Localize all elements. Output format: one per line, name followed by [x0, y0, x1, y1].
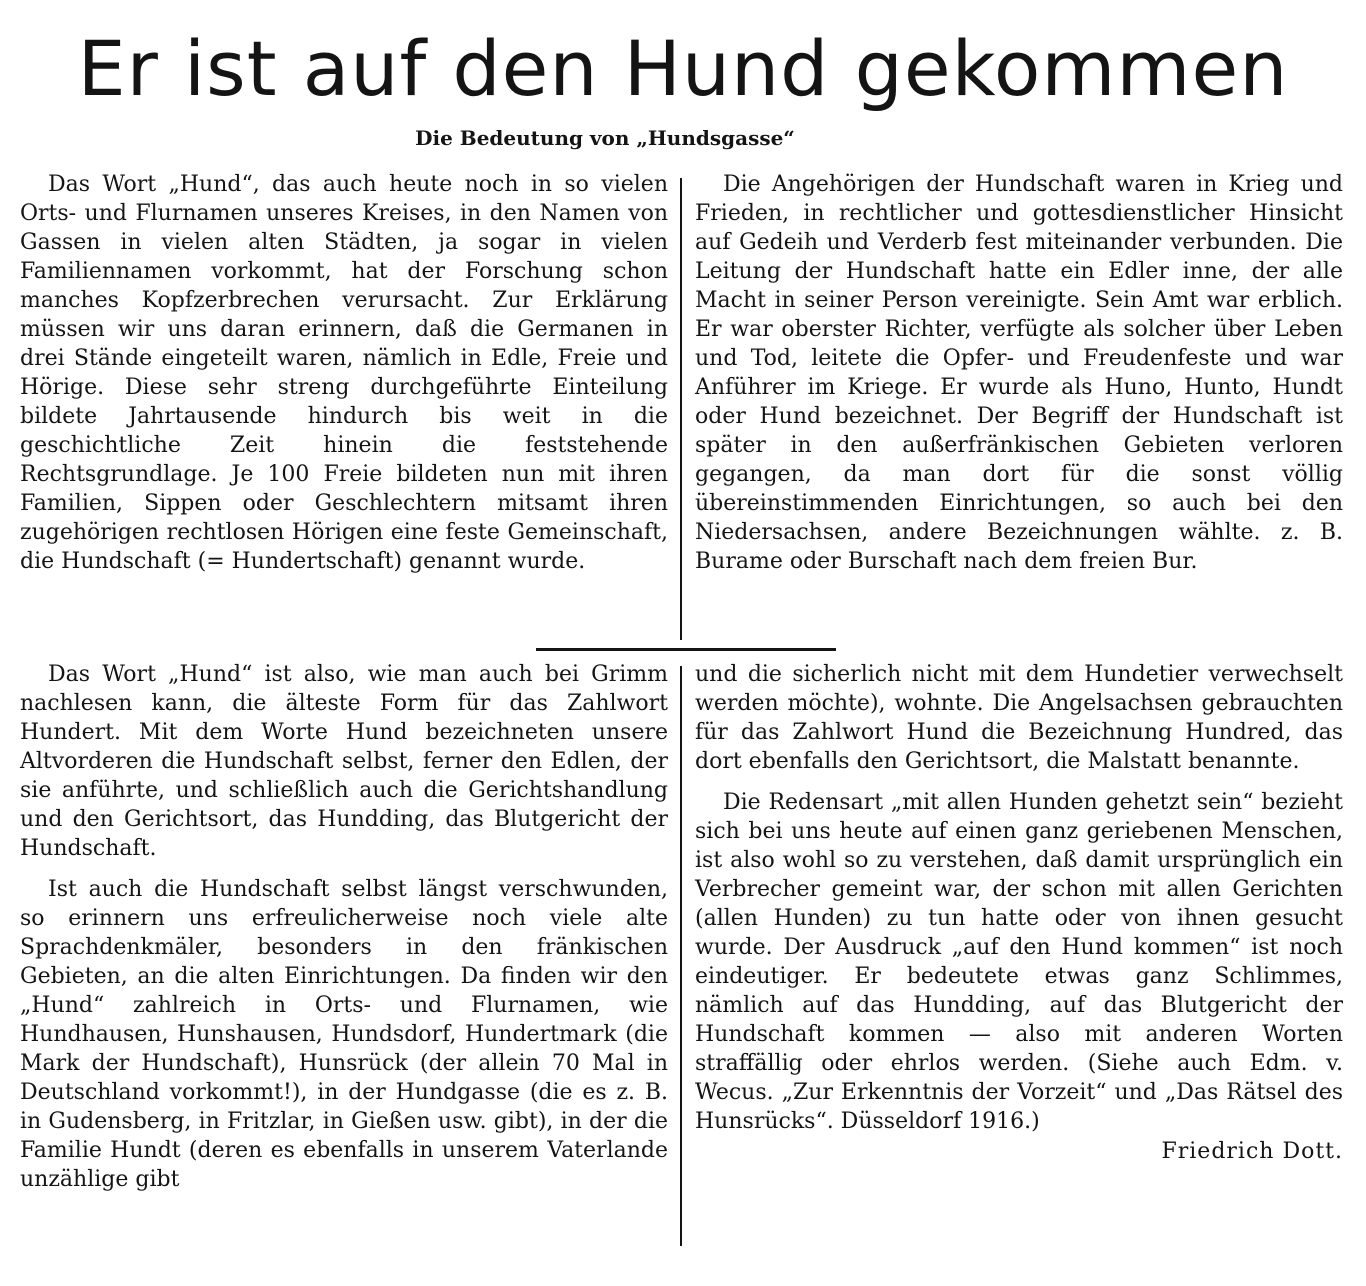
- paragraph: Das Wort „Hund“ ist also, wie man auch bei Grimm nachlesen kann, die älteste Form für das Zahlwort Hundert. Mit dem Worte Hund bezeichneten unsere Altvorderen die Hundschaft selbst, ferner den Edlen, der sie anführte, und schließlich auch die Gerichtshandlung und den Gerichtsort, das Hundding, das Blutgericht der Hundschaft.: [20, 662, 668, 861]
- headline: Er ist auf den Hund gekommen: [77, 24, 1289, 113]
- column-top-right: [695, 170, 1343, 576]
- paragraph: und die sicherlich nicht mit dem Hundetier verwechselt werden möchte), wohnte. Die Angelsachsen gebrauchten für das Zahlwort Hund die Bezeichnung Hundred, das dort ebenfalls den Gerichtsort, die Malstatt benannte.: [695, 662, 1343, 774]
- paragraph: Die Angehörigen der Hundschaft waren in Krieg und Frieden, in rechtlicher und gottesdienstlicher Hinsicht auf Gedeih und Verderb fest miteinander verbunden. Die Leitung der Hundschaft hatte ein Edler inne, der alle Macht in seiner Person vereinigte. Sein Amt war erblich. Er war oberster Richter, verfügte als solcher über Leben und Tod, leitete die Opfer- und Freudenfeste und war Anführer im Kriege. Er wurde als Huno, Hunto, Hundt oder Hund bezeichnet. Der Begriff der Hundschaft ist später in den außerfränkischen Gebieten verloren gegangen, da man dort für die sonst völlig übereinstimmenden Einrichtungen, so auch bei den Niedersachsen, andere Bezeichnungen wählte. z. B. Burame oder Burschaft nach dem freien Bur.: [695, 172, 1343, 574]
- subtitle: Die Bedeutung von „Hundsgasse“: [415, 126, 795, 150]
- signature-line: [695, 1136, 1343, 1166]
- paragraph: Die Redensart „mit allen Hunden gehetzt sein“ bezieht sich bei uns heute auf einen ganz geriebenen Menschen, ist also wohl so zu verstehen, daß damit ursprünglich ein Verbrecher gemeint war, der schon mit allen Gerichten (allen Hunden) zu tun hatte oder von ihnen gesucht wurde. Der Ausdruck „auf den Hund kommen“ ist noch eindeutiger. Er bedeutete etwas ganz Schlimmes, nämlich auf das Hundding, auf das Blutgericht der Hundschaft kommen — also mit anderen Worten straffällig oder ehrlos werden. (Siehe auch Edm. v. Wecus. „Zur Erkenntnis der Vorzeit“ und „Das Rätsel des Hunsrücks“. Düsseldorf 1916.): [695, 790, 1343, 1134]
- paragraph: Das Wort „Hund“, das auch heute noch in so vielen Orts- und Flurnamen unseres Kreises, in den Namen von Gassen in vielen alten Städten, ja sogar in vielen Familiennamen vorkommt, hat der Forschung schon manches Kopfzerbrechen verursacht. Zur Erklärung müssen wir uns daran erinnern, daß die Germanen in drei Stände eingeteilt waren, nämlich in Edle, Freie und Hörige. Diese sehr streng durchgeführte Einteilung bildete Jahrtausende hindurch bis weit in die geschichtliche Zeit hinein die feststehende Rechtsgrundlage. Je 100 Freie bildeten nun mit ihren Familien, Sippen oder Geschlechtern mitsamt ihren zugehörigen rechtlosen Hörigen eine feste Gemeinschaft, die Hundschaft (= Hundertschaft) genannt wurde.: [20, 172, 668, 574]
- paragraph: Ist auch die Hundschaft selbst längst verschwunden, so erinnern uns erfreulicherweise noch viele alte Sprachdenkmäler, besonders in den fränkischen Gebieten, an die alten Einrichtungen. Da finden wir den „Hund“ zahlreich in Orts- und Flurnamen, wie Hundhausen, Hunshausen, Hundsdorf, Hundertmark (die Mark der Hundschaft), Hunsrück (der allein 70 Mal in Deutschland vorkommt!), in der Hundgasse (die es z. B. in Gudensberg, in Fritzlar, in Gießen usw. gibt), in der die Familie Hundt (deren es ebenfalls in unserem Vaterlande unzählige gibt: [20, 877, 668, 1192]
- column-bottom-right: [695, 660, 1343, 1166]
- column-bottom-left: [20, 660, 668, 1194]
- column-divider-top: [680, 178, 682, 640]
- author-signature: Friedrich Dott.: [1161, 1139, 1343, 1164]
- column-top-left: [20, 170, 668, 576]
- column-divider-bottom: [680, 666, 682, 1246]
- section-divider: [536, 648, 836, 651]
